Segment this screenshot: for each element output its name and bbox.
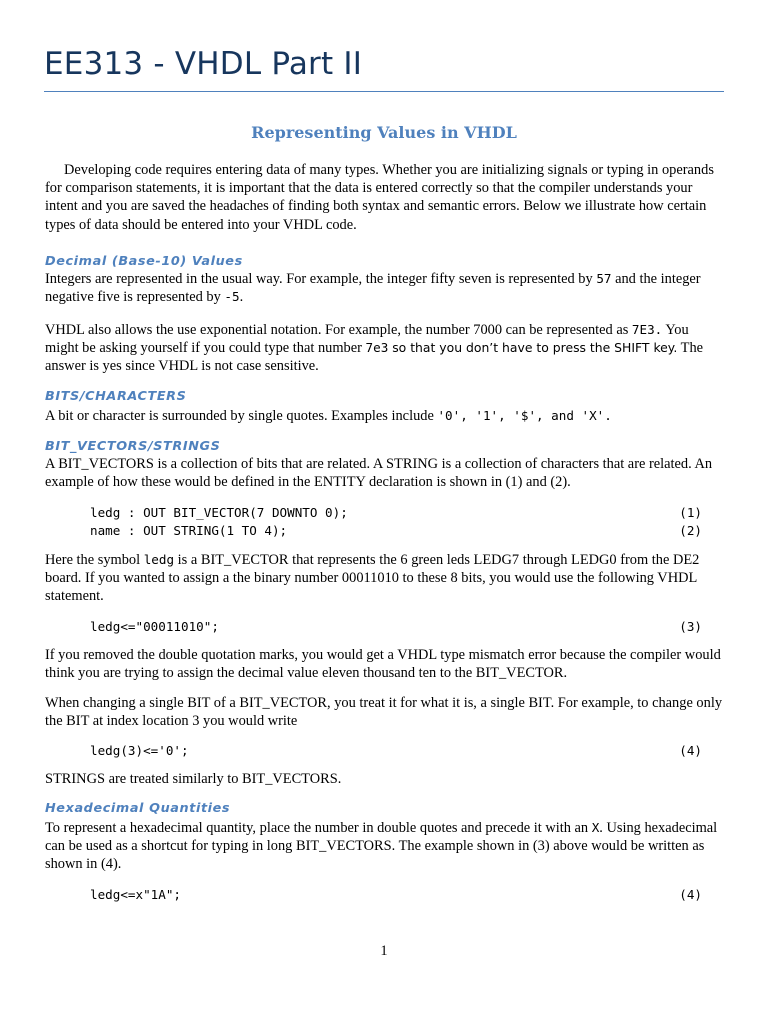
page-number: 1: [380, 943, 388, 959]
decimal-p2-text-c: so that you don’t have to press the SHIFT key.: [388, 340, 678, 356]
decimal-p1-text-b: and the integer negative five is represented by: [45, 271, 701, 306]
title-underline: [44, 91, 724, 92]
code-line-2: name : OUT STRING(1 TO 4);: [90, 523, 288, 538]
decimal-paragraph-1: [45, 270, 725, 306]
hex-text-a: To represent a hexadecimal quantity, place the number in double quotes and precede it with an: [45, 820, 592, 836]
hex-paragraph: [45, 819, 725, 874]
equation-number-5: (4): [679, 887, 702, 902]
decimal-p2-text-a: VHDL also allows the use exponential notation. For example, the number 7000 can be represented as: [45, 322, 632, 338]
bit-vectors-p2-text-a: Here the symbol: [45, 552, 144, 568]
hex-text-b: . Using hexadecimal can be used as a shortcut for typing in long BIT_VECTORS. The example shown in (3) above would be written as shown in (4).: [45, 820, 718, 873]
code-7e3: 7e3: [365, 340, 389, 356]
bit-vectors-p2-text-b: is a BIT_VECTOR that represents the 6 green leds LEDG7 through LEDG0 from the DE2 board. If you wanted to assign a the binary number 00011010 to these 8 bits, you would use the following VHDL statement.: [45, 552, 700, 605]
bits-paragraph: [45, 407, 725, 425]
code-line-3: ledg<="00011010";: [90, 619, 219, 634]
equation-number-2: (2): [679, 523, 702, 538]
code-line-4: ledg(3)<='0';: [90, 743, 189, 758]
equation-number-1: (1): [679, 505, 702, 520]
code-line-5: ledg<=x"1A";: [90, 887, 181, 902]
equation-number-4: (4): [679, 743, 702, 758]
decimal-p1-text-a: Integers are represented in the usual way. For example, the integer fifty seven is represented by: [45, 271, 597, 287]
code-minus-5: -5: [224, 289, 240, 305]
decimal-p1-text-c: .: [239, 289, 244, 306]
code-57: 57: [596, 271, 612, 286]
equation-number-3: (3): [679, 619, 702, 634]
decimal-paragraph-2: [45, 321, 725, 376]
code-7E3: 7E3.: [631, 322, 663, 337]
bit-vectors-paragraph-5: STRINGS are treated similarly to BIT_VECTORS.: [45, 771, 342, 787]
bit-vectors-paragraph-2: [45, 551, 725, 606]
bit-vectors-paragraph-3: If you removed the double quotation marks, you would get a VHDL type mismatch error because the compiler would think you are trying to assign the decimal value eleven thousand ten to the BIT_VECTOR.: [45, 647, 721, 682]
intro-paragraph: Developing code requires entering data of many types. Whether you are initializing signals or typing in operands for comparison statements, it is important that the data is entered correctly so that the compiler understands your intent and you are saved the headaches of finding both syntax and semantic errors. Below we illustrate how certain types of data should be entered into your VHDL code.: [45, 162, 714, 233]
bits-heading: BITS/CHARACTERS: [45, 389, 187, 404]
document-title: EE313 - VHDL Part II: [44, 46, 363, 82]
decimal-p2-text-b: You might be asking yourself if you could type that number: [45, 322, 689, 357]
bit-vectors-heading: BIT_VECTORS/STRINGS: [45, 439, 221, 454]
code-line-1: ledg : OUT BIT_VECTOR(7 DOWNTO 0);: [90, 505, 348, 520]
section-title: Representing Values in VHDL: [251, 123, 517, 142]
bits-text: A bit or character is surrounded by single quotes. Examples include: [45, 408, 438, 424]
bit-vectors-paragraph-4: When changing a single BIT of a BIT_VECTOR, you treat it for what it is, a single BIT. For example, to change only the BIT at index location 3 you would write: [45, 695, 723, 730]
hex-heading: Hexadecimal Quantities: [45, 801, 231, 816]
bit-vectors-paragraph-1: A BIT_VECTORS is a collection of bits that are related. A STRING is a collection of characters that are related. An example of how these would be defined in the ENTITY declaration is shown in (1) and (2).: [45, 456, 713, 491]
bits-examples-code: '0', '1', '$', and 'X'.: [437, 408, 612, 423]
code-x: X: [591, 820, 600, 835]
decimal-p2-text-d: The answer is yes since VHDL is not case sensitive.: [45, 340, 704, 375]
decimal-heading: Decimal (Base-10) Values: [45, 254, 243, 269]
code-ledg: ledg: [143, 552, 175, 567]
